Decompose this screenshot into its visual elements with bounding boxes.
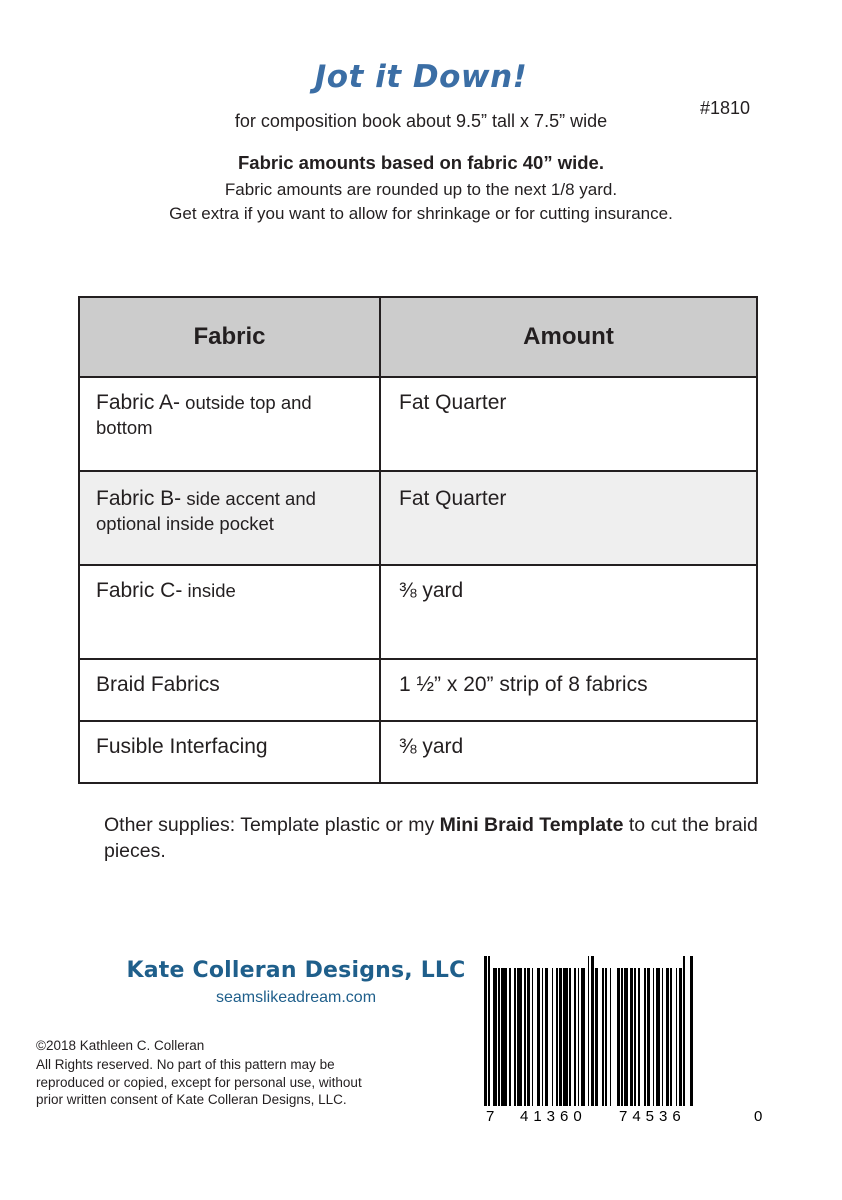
fabric-label: Fabric B- bbox=[96, 487, 182, 510]
barcode-digit-right: 0 bbox=[754, 1108, 763, 1125]
fabric-label: Fusible Interfacing bbox=[96, 735, 268, 758]
barcode-group-1: 41360 bbox=[520, 1108, 587, 1125]
table-row bbox=[79, 659, 757, 721]
fabric-cell bbox=[79, 471, 380, 565]
barcode-bar bbox=[693, 956, 694, 1106]
fabric-cell bbox=[79, 565, 380, 659]
rounding-note: Fabric amounts are rounded up to the next 1/8 yard. bbox=[224, 180, 618, 199]
supplies-table-wrapper bbox=[78, 296, 756, 784]
copyright-line-3: reproduced or copied, except for personal use, without bbox=[36, 1074, 362, 1090]
fabric-width-note-text: Fabric amounts based on fabric 40” wide bbox=[238, 152, 599, 173]
shrinkage-note: Get extra if you want to allow for shrinkage or for cutting insurance. bbox=[169, 204, 673, 223]
amount-value: Fat Quarter bbox=[399, 391, 507, 414]
amount-cell bbox=[380, 471, 757, 565]
fabric-cell bbox=[79, 659, 380, 721]
brand-website[interactable]: seamslikeadream.com bbox=[215, 989, 377, 1006]
amount-value: 1 ½” x 20” strip of 8 fabrics bbox=[399, 673, 648, 696]
page-subtitle: for composition book about 9.5” tall x 7.5” wide bbox=[234, 111, 608, 131]
table-row bbox=[79, 377, 757, 471]
barcode bbox=[484, 956, 774, 1128]
page-title: Jot it Down! bbox=[314, 59, 528, 95]
column-header-amount: Amount bbox=[380, 297, 757, 377]
column-header-fabric: Fabric bbox=[79, 297, 380, 377]
amount-cell bbox=[380, 377, 757, 471]
supplies-table bbox=[78, 296, 758, 784]
brand-block bbox=[86, 958, 506, 1007]
pattern-number: #1810 bbox=[699, 98, 750, 118]
brand-name: Kate Colleran Designs, LLC bbox=[126, 958, 466, 983]
fabric-description: side accent and optional inside pocket bbox=[96, 488, 316, 534]
barcode-digits bbox=[484, 1108, 774, 1128]
fabric-width-note-period: . bbox=[598, 152, 604, 173]
amount-cell bbox=[380, 565, 757, 659]
copyright-line-4: prior written consent of Kate Colleran Designs, LLC. bbox=[36, 1092, 347, 1108]
amount-value: ⅜ yard bbox=[399, 735, 464, 758]
table-row bbox=[79, 721, 757, 783]
fabric-label: Braid Fabrics bbox=[96, 673, 220, 696]
fabric-label: Fabric C- bbox=[96, 579, 183, 602]
table-row bbox=[79, 565, 757, 659]
barcode-digit-left: 7 bbox=[486, 1108, 495, 1125]
other-supplies-emphasis: Mini Braid Template bbox=[439, 814, 624, 836]
copyright-line-2: All Rights reserved. No part of this pattern may be bbox=[36, 1056, 335, 1072]
amount-value: ⅜ yard bbox=[399, 579, 464, 602]
fabric-cell bbox=[79, 377, 380, 471]
table-header-row bbox=[79, 297, 757, 377]
fabric-width-note bbox=[0, 152, 842, 174]
other-supplies-suffix: to cut the braid pieces. bbox=[104, 814, 758, 862]
amount-value: Fat Quarter bbox=[399, 487, 507, 510]
barcode-group-2: 74536 bbox=[619, 1108, 686, 1125]
fabric-cell bbox=[79, 721, 380, 783]
other-supplies-prefix: Other supplies: Template plastic or my bbox=[104, 814, 440, 836]
barcode-bars bbox=[484, 956, 774, 1106]
amount-cell bbox=[380, 659, 757, 721]
other-supplies-note bbox=[104, 813, 776, 865]
copyright-line-1: ©2018 Kathleen C. Colleran bbox=[36, 1038, 205, 1053]
amount-cell bbox=[380, 721, 757, 783]
fabric-label: Fabric A- bbox=[96, 391, 181, 414]
table-row bbox=[79, 471, 757, 565]
fabric-description: inside bbox=[182, 580, 236, 601]
copyright-block bbox=[36, 1037, 466, 1109]
fabric-description: outside top and bottom bbox=[96, 392, 312, 438]
